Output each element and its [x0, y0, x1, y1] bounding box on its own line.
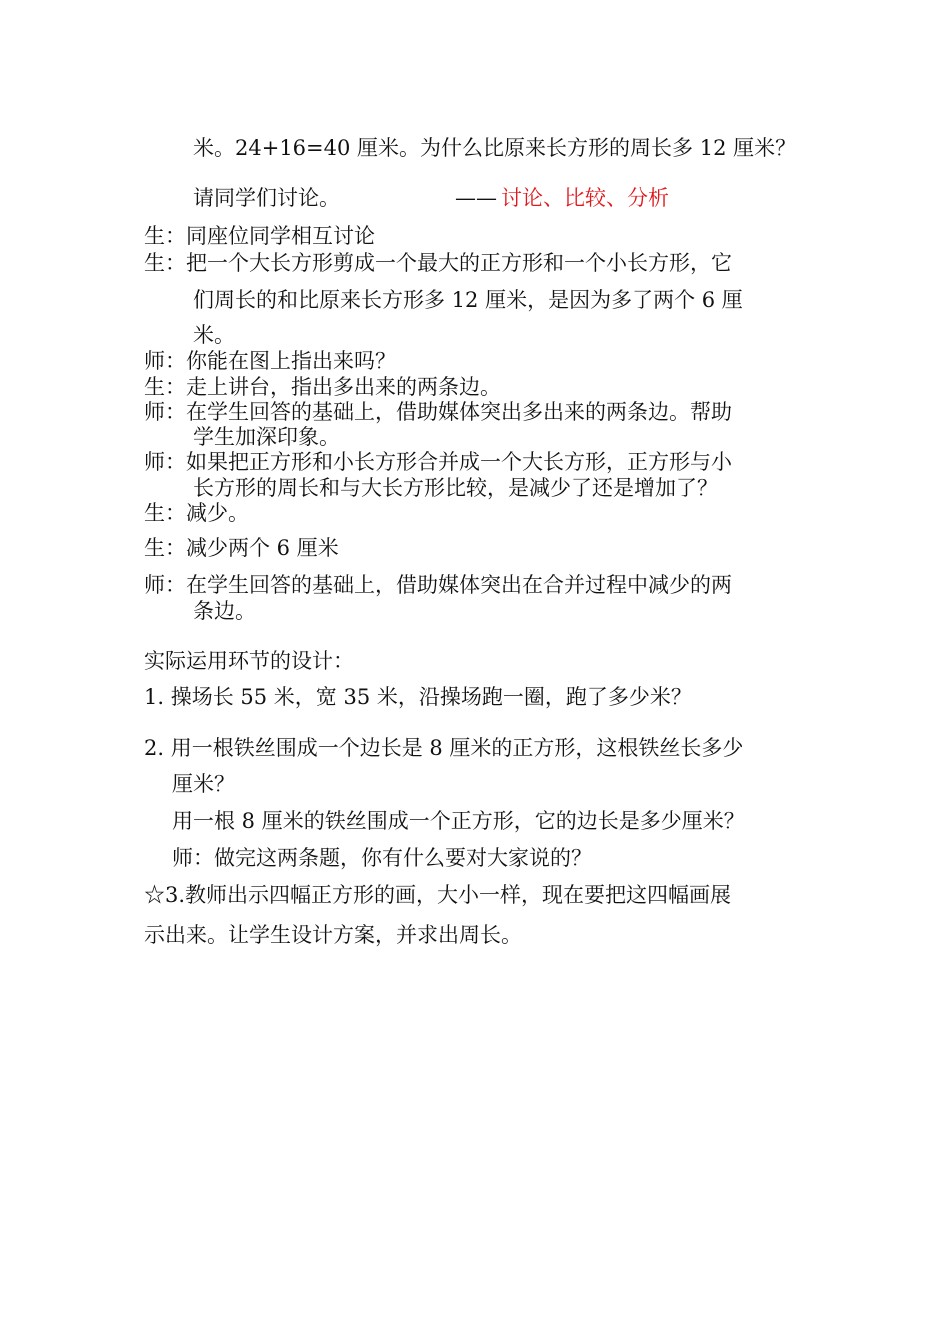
- highlight-text: 讨论、比较、分析: [501, 186, 669, 210]
- section-heading: 实际运用环节的设计：: [144, 649, 354, 673]
- exercise-item: 1. 操场长 55 米，宽 35 米，沿操场跑一圈，跑了多少米？: [144, 685, 692, 709]
- text-line: 生：把一个大长方形剪成一个最大的正方形和一个小长方形，它: [144, 251, 732, 275]
- text-line: 生：减少。: [144, 501, 249, 525]
- text-line: 师：你能在图上指出来吗？: [144, 349, 396, 373]
- text-line: 生：减少两个 6 厘米: [144, 536, 339, 560]
- text-line: 用一根 8 厘米的铁丝围成一个正方形，它的边长是多少厘米？: [172, 809, 745, 833]
- text-line: 示出来。让学生设计方案，并求出周长。: [144, 923, 522, 947]
- text-line: 们周长的和比原来长方形多 12 厘米，是因为多了两个 6 厘: [193, 288, 743, 312]
- text-line: 师：在学生回答的基础上，借助媒体突出在合并过程中减少的两: [144, 573, 732, 597]
- dash: ——: [455, 186, 497, 210]
- text-line: 米。24+16=40 厘米。为什么比原来长方形的周长多 12 厘米？: [193, 136, 797, 160]
- text-line: 学生加深印象。: [193, 425, 340, 449]
- text-line: 师：在学生回答的基础上，借助媒体突出多出来的两条边。帮助: [144, 400, 732, 424]
- text-line: 长方形的周长和与大长方形比较，是减少了还是增加了？: [193, 476, 718, 500]
- text-line: 师：做完这两条题，你有什么要对大家说的？: [172, 846, 592, 870]
- text-line: 请同学们讨论。: [193, 186, 340, 210]
- text-line: 厘米？: [172, 772, 235, 796]
- text-line: 师：如果把正方形和小长方形合并成一个大长方形，正方形与小: [144, 450, 732, 474]
- exercise-item: ☆3.教师出示四幅正方形的画，大小一样，现在要把这四幅画展: [144, 883, 732, 907]
- text-line: 米。: [193, 323, 235, 347]
- text-line: 生：走上讲台，指出多出来的两条边。: [144, 375, 501, 399]
- text-line: 条边。: [193, 599, 256, 623]
- exercise-item: 2. 用一根铁丝围成一个边长是 8 厘米的正方形，这根铁丝长多少: [144, 736, 744, 760]
- text-line: 生：同座位同学相互讨论: [144, 224, 375, 248]
